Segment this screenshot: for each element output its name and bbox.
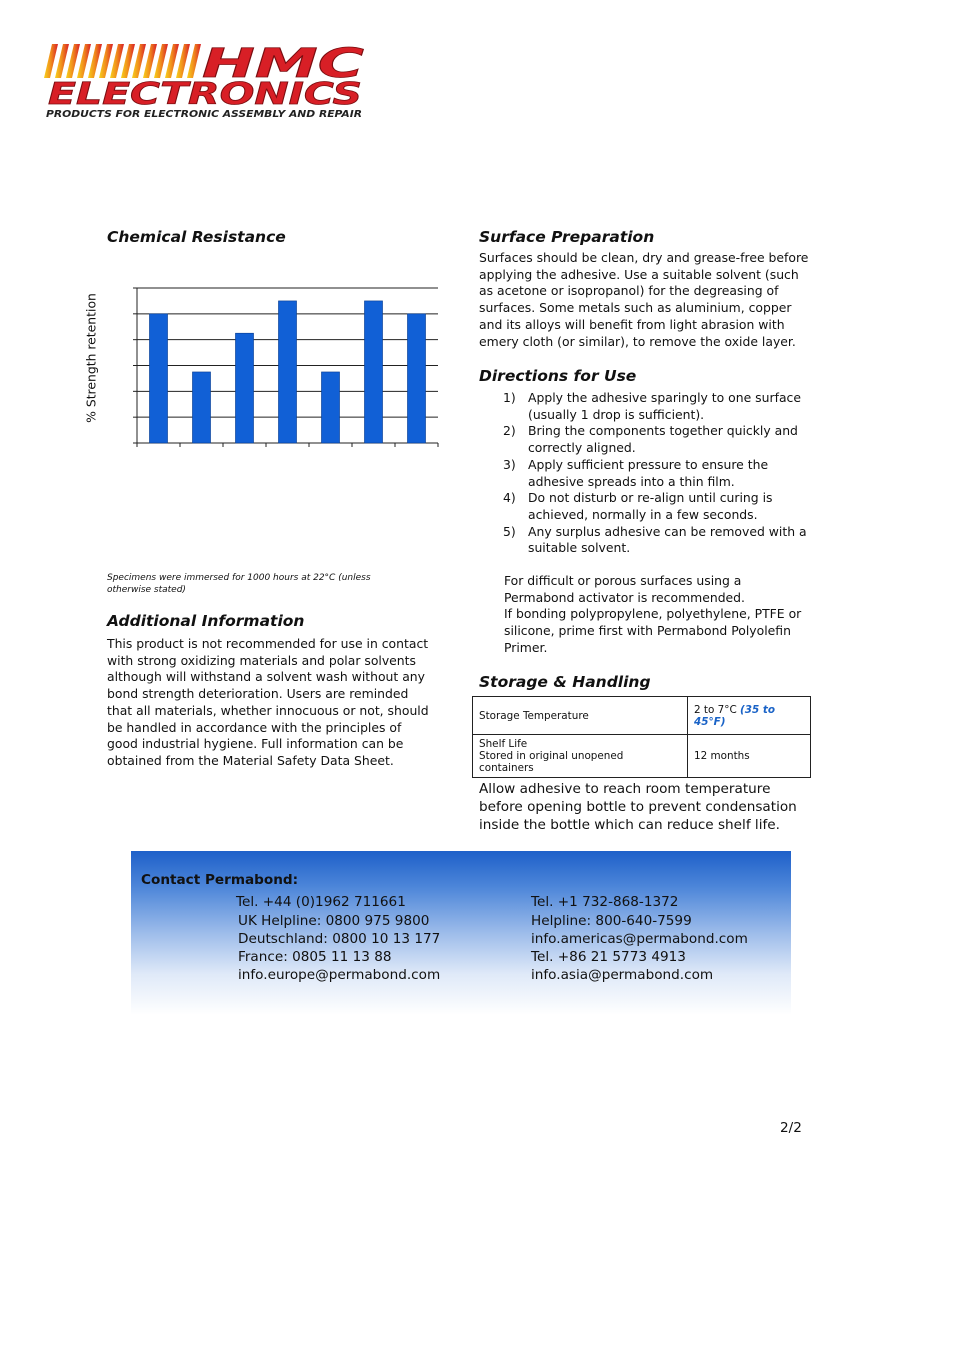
chart-bar bbox=[407, 314, 425, 443]
shelf-life-value: 12 months bbox=[688, 735, 811, 778]
contact-box bbox=[131, 851, 791, 1015]
logo-line1: HMC bbox=[202, 42, 364, 87]
chart-bar bbox=[364, 301, 382, 443]
additional-info-text: This product is not recommended for use in contact with strong oxidizing materials and polar solvents although will withstand a solvent wash without any bond strength deterioration. Users are reminded that all materials, whether innocuous or not, should be handled in accordance with the principles of good industrial hygiene. Full information can be obtained from the Material Safety Data Sheet. bbox=[107, 636, 429, 768]
contact-americas-helpline: Helpline: 800-640-7599 bbox=[531, 913, 692, 929]
storage-heading: Storage & Handling bbox=[479, 673, 651, 691]
table-row bbox=[473, 735, 811, 778]
list-item: 3) Apply sufficient pressure to ensure the adhesive spreads into a thin film. bbox=[503, 456, 769, 489]
surface-preparation-text: Surfaces should be clean, dry and grease-free before applying the adhesive. Use a suitable solvent (such as acetone or isopropanol) for the degreasing of surfaces. Some metals such as aluminium, copper and its alloys will benefit from light abrasion with emery cloth (or similar), to remove the oxide layer. bbox=[479, 250, 809, 349]
strength-retention-chart bbox=[80, 280, 460, 460]
list-item: 5) Any surplus adhesive can be removed with a suitable solvent. bbox=[503, 523, 807, 556]
logo-stripes bbox=[44, 44, 201, 78]
chart-bar bbox=[192, 372, 210, 443]
storage-table bbox=[472, 696, 811, 778]
list-item: 2) Bring the components together quickly and correctly aligned. bbox=[503, 423, 798, 456]
activator-note: For difficult or porous surfaces using a Permabond activator is recommended. bbox=[504, 573, 745, 605]
directions-extra bbox=[504, 573, 804, 657]
logo-line2: ELECTRONICS bbox=[48, 77, 362, 112]
page-number: 2/2 bbox=[780, 1120, 802, 1136]
list-item: 4) Do not disturb or re-align until curing is achieved, normally in a few seconds. bbox=[503, 490, 773, 522]
chart-bar bbox=[278, 301, 296, 443]
contact-asia-tel: Tel. +86 21 5773 4913 bbox=[531, 949, 686, 965]
chart-bar bbox=[235, 333, 253, 443]
contact-americas-tel: Tel. +1 732-868-1372 bbox=[531, 894, 679, 910]
contact-asia-email[interactable]: info.asia@permabond.com bbox=[531, 967, 714, 983]
chart-bar bbox=[149, 314, 167, 443]
directions-heading: Directions for Use bbox=[479, 367, 637, 385]
contact-deutschland: Deutschland: 0800 10 13 177 bbox=[238, 931, 441, 947]
table-row bbox=[473, 697, 811, 735]
specimen-note: Specimens were immersed for 1000 hours at 22°C (unless otherwise stated) bbox=[107, 573, 371, 595]
contact-americas-email[interactable]: info.americas@permabond.com bbox=[531, 931, 748, 947]
hmc-electronics-logo bbox=[42, 42, 367, 120]
contact-europe-tel: Tel. +44 (0)1962 711661 bbox=[236, 894, 406, 910]
additional-info-heading: Additional Information bbox=[107, 612, 305, 630]
chart-y-axis-label: % Strength retention bbox=[83, 293, 99, 423]
surface-preparation-heading: Surface Preparation bbox=[479, 228, 655, 246]
primer-note: If bonding polypropylene, polyethylene, PTFE or silicone, prime first with Permabond Polyolefin Primer. bbox=[504, 606, 802, 655]
chemical-resistance-heading: Chemical Resistance bbox=[107, 228, 286, 246]
contact-title: Contact Permabond: bbox=[141, 872, 299, 888]
storage-temp-label: Storage Temperature bbox=[473, 697, 688, 735]
logo-tagline: PRODUCTS FOR ELECTRONIC ASSEMBLY AND REPAIR bbox=[46, 109, 362, 120]
storage-temp-value: 2 to 7°C (35 to 45°F) bbox=[688, 697, 811, 735]
chart-bar bbox=[321, 372, 339, 443]
contact-france: France: 0805 11 13 88 bbox=[238, 949, 392, 965]
list-item: 1) Apply the adhesive sparingly to one surface (usually 1 drop is sufficient). bbox=[503, 390, 801, 422]
contact-europe-email[interactable]: info.europe@permabond.com bbox=[238, 967, 441, 983]
directions-list bbox=[503, 390, 808, 557]
room-temperature-note: Allow adhesive to reach room temperature before opening bottle to prevent condensation inside the bottle which can reduce shelf life. bbox=[479, 781, 797, 834]
contact-uk-helpline: UK Helpline: 0800 975 9800 bbox=[238, 913, 430, 929]
shelf-life-label: Shelf Life Stored in original unopened containers bbox=[473, 735, 688, 778]
